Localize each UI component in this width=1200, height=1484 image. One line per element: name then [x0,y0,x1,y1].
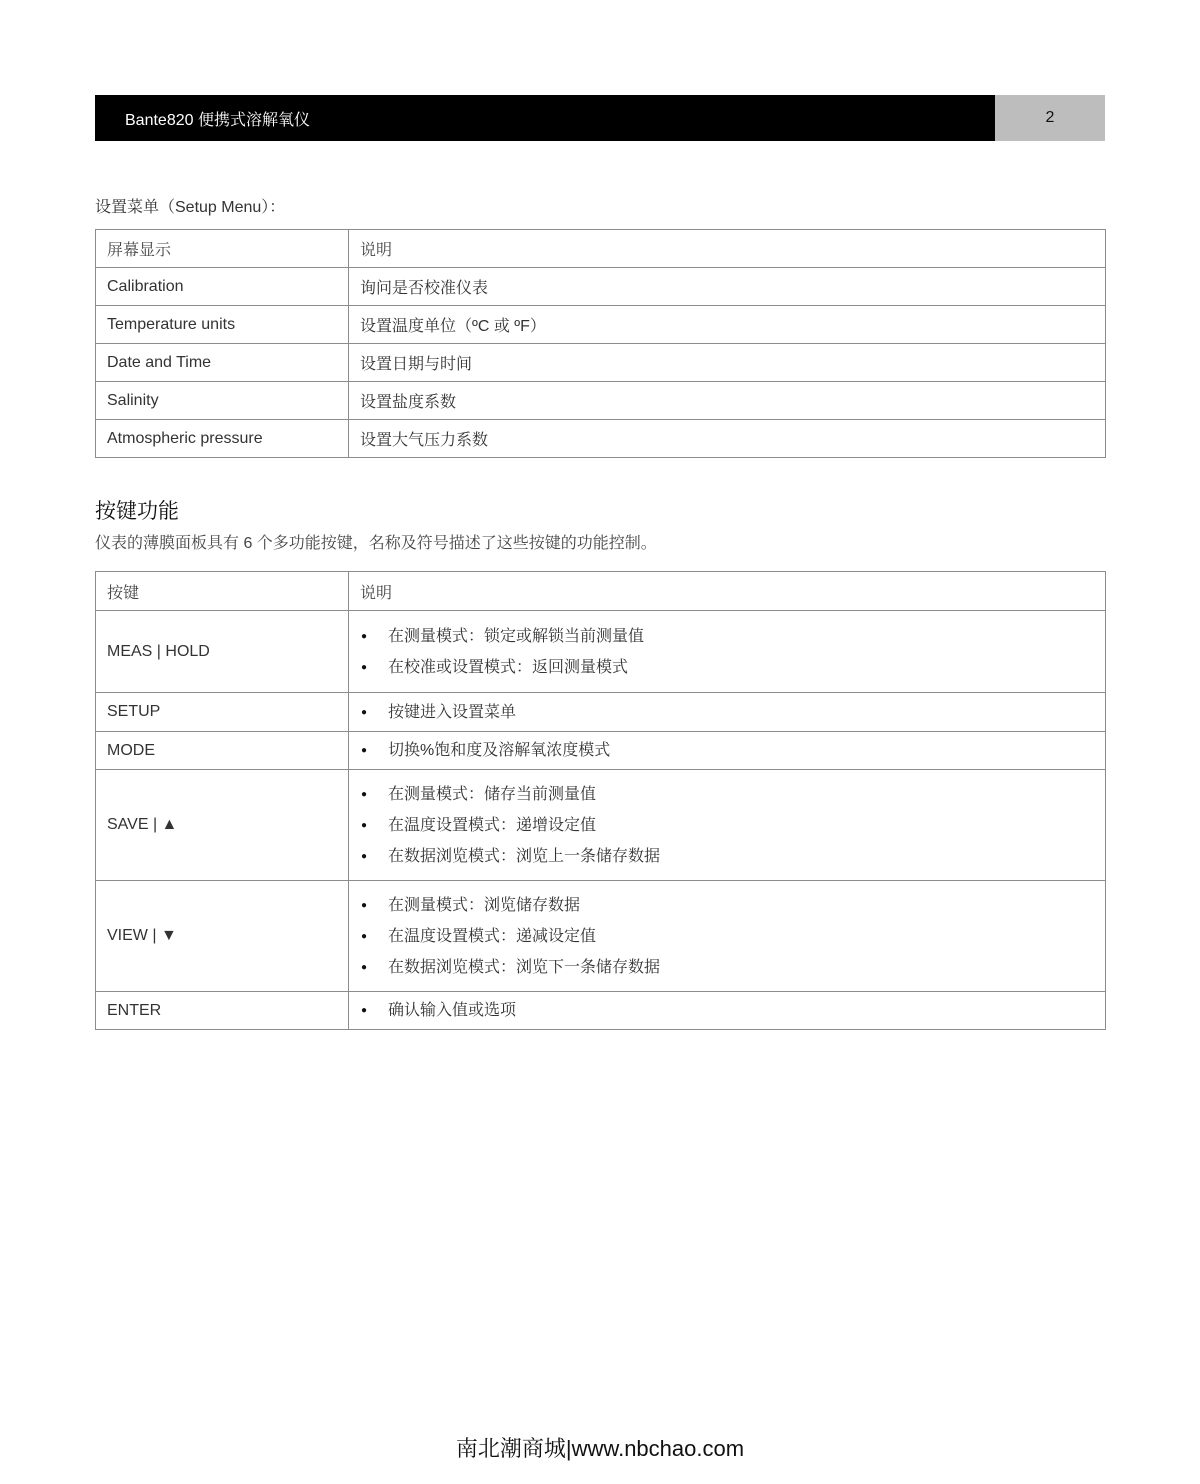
description-cell: 设置日期与时间 [349,344,1106,382]
description-cell [349,881,1106,992]
column-header: 说明 [349,230,1106,268]
column-header: 屏幕显示 [96,230,349,268]
list-item: ● 在测量模式：锁定或解锁当前测量值 [360,621,1094,652]
description-cell [349,693,1106,732]
column-header: 说明 [349,572,1106,611]
setup-menu-label: 设置菜单（Setup Menu）： [95,199,286,216]
description-cell [349,992,1106,1030]
key-name-cell: SAVE | ▲ [96,770,349,881]
column-header: 按键 [96,572,349,611]
bullet-list [360,995,1094,1026]
list-item: ● 确认输入值或选项 [360,995,1094,1026]
setup-menu-table [95,229,1106,458]
description-cell [349,732,1106,770]
bullet-list [360,697,1094,728]
list-item: ● 在校准或设置模式：返回测量模式 [360,652,1094,683]
list-item: ● 按键进入设置菜单 [360,697,1094,728]
document-title: Bante820 便携式溶解氧仪 [95,95,995,141]
list-item: ● 在测量模式：储存当前测量值 [360,779,1094,810]
description-cell: 设置温度单位（ºC 或 ºF） [349,306,1106,344]
table-header-row [96,230,1106,268]
key-name-cell: MEAS | HOLD [96,611,349,693]
table-row [96,268,1106,306]
bullet-list [360,890,1094,983]
list-item: ● 在数据浏览模式：浏览上一条储存数据 [360,841,1094,872]
key-name-cell: MODE [96,732,349,770]
description-cell [349,770,1106,881]
list-item: ● 在数据浏览模式：浏览下一条储存数据 [360,952,1094,983]
description-cell [349,611,1106,693]
screen-display-cell: Atmospheric pressure [96,420,349,458]
list-item: ● 在测量模式：浏览储存数据 [360,890,1094,921]
table-row [96,693,1106,732]
table-row [96,382,1106,420]
table-row [96,770,1106,881]
footer-watermark: 南北潮商城|www.nbchao.com [455,1436,745,1461]
key-name-cell: ENTER [96,992,349,1030]
table-row [96,344,1106,382]
bullet-list [360,735,1094,766]
description-cell: 询问是否校准仪表 [349,268,1106,306]
list-item: ● 切换%饱和度及溶解氧浓度模式 [360,735,1094,766]
section-heading: 按键功能 [95,500,179,523]
list-item: ● 在温度设置模式：递减设定值 [360,921,1094,952]
table-row [96,992,1106,1030]
description-cell: 设置大气压力系数 [349,420,1106,458]
page-number: 2 [995,95,1105,141]
table-header-row [96,572,1106,611]
section-intro: 仪表的薄膜面板具有 6 个多功能按键，名称及符号描述了这些按键的功能控制。 [95,535,657,552]
description-cell: 设置盐度系数 [349,382,1106,420]
bullet-list [360,779,1094,872]
page-header [95,95,1105,141]
screen-display-cell: Date and Time [96,344,349,382]
table-row [96,306,1106,344]
key-name-cell: VIEW | ▼ [96,881,349,992]
table-row [96,611,1106,693]
screen-display-cell: Salinity [96,382,349,420]
bullet-list [360,621,1094,683]
key-name-cell: SETUP [96,693,349,732]
list-item: ● 在温度设置模式：递增设定值 [360,810,1094,841]
key-functions-table [95,571,1106,1030]
table-row [96,732,1106,770]
table-row [96,881,1106,992]
screen-display-cell: Temperature units [96,306,349,344]
table-row [96,420,1106,458]
screen-display-cell: Calibration [96,268,349,306]
